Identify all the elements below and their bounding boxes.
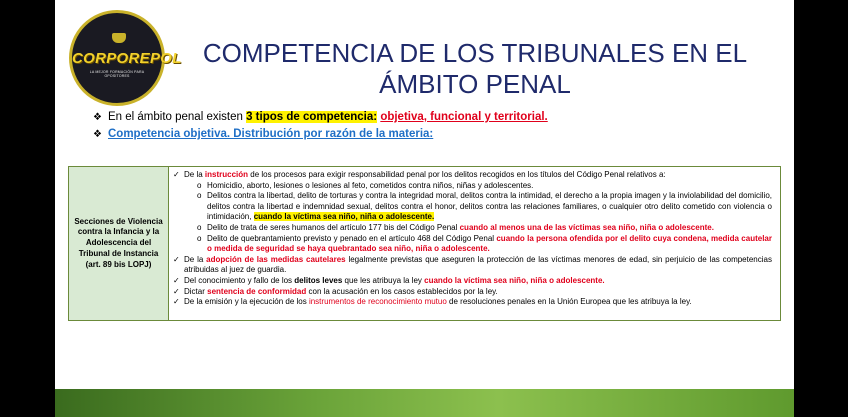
- circle-bullet-icon: o: [197, 180, 202, 190]
- slide-title: [195, 38, 755, 100]
- crest-icon: [112, 33, 126, 43]
- logo-text: CORPOREPOL: [72, 50, 182, 67]
- title-line-1: COMPETENCIA DE LOS TRIBUNALES EN EL: [202, 38, 748, 68]
- diamond-bullet-icon: ❖: [93, 129, 102, 140]
- bullet-competencias: ❖ En el ámbito penal existen 3 tipos de competencia: objetiva, funcional y territorial.: [93, 109, 548, 126]
- check-icon: ✓: [173, 275, 180, 285]
- check-icon: ✓: [173, 297, 180, 307]
- slide: [55, 0, 794, 417]
- diamond-bullet-icon: ❖: [93, 112, 102, 123]
- competencia-table: [68, 166, 781, 321]
- title-line-2: ÁMBITO PENAL: [379, 69, 571, 99]
- bullet-list: [93, 109, 548, 143]
- sub-list-item: o Delito de trata de seres humanos del artículo 177 bis del Código Penal cuando al menos una de las víctimas sea niño, niña o adolescente.: [197, 222, 714, 232]
- footer-bar: [55, 389, 794, 417]
- table-left-cell: Secciones de Violencia contra la Infancia y la Adolescencia del Tribunal de Instancia (art. 89 bis LOPJ): [69, 167, 169, 320]
- check-icon: ✓: [173, 170, 180, 179]
- list-item: ✓ De la emisión y la ejecución de los instrumentos de reconocimiento mutuo de resoluciones penales en la Unión Europea que les atribuya la ley.: [173, 297, 692, 307]
- check-icon: ✓: [173, 286, 180, 296]
- list-item: ✓ De la instrucción de los procesos para exigir responsabilidad penal por los delitos recogidos en los títulos del Código Penal relativos a:: [173, 170, 666, 179]
- check-icon: ✓: [173, 254, 180, 264]
- sub-list-item: o Delito de quebrantamiento previsto y penado en el artículo 468 del Código Penal cuando la persona ofendida por el delito cuya condena, medida cautelar o medida de seguridad se haya quebrantado sea niño, niña o adolescente.: [197, 233, 772, 254]
- sub-list-item: o Delitos contra la libertad, delito de torturas y contra la integridad moral, delitos contra la intimidad, el derecho a la propia imagen y la inviolabilidad del domicilio, delitos contra la libertad e indemnidad sexual, delitos contra el honor, delitos contra las relaciones familiares, o cualquier otro delito cometido con violencia o intimidación, cuando la víctima sea niño, niña o adolescente.: [197, 191, 772, 222]
- circle-bullet-icon: o: [197, 191, 202, 201]
- list-item: ✓ Dictar sentencia de conformidad con la acusación en los casos establecidos por la ley.: [173, 286, 498, 296]
- circle-bullet-icon: o: [197, 233, 202, 243]
- corporepol-logo: [69, 10, 182, 106]
- logo-subtitle: LA MEJOR FORMACIÓN PARA OPOSITORES: [89, 70, 145, 78]
- sub-list-item: o Homicidio, aborto, lesiones o lesiones al feto, cometidos contra niños, niñas y adolescentes.: [197, 180, 534, 190]
- list-item: ✓ De la adopción de las medidas cautelares legalmente previstas que aseguren la protección de las víctimas menores de edad, sin perjuicio de las competencias atribuidas al juez de guardia.: [173, 254, 772, 275]
- list-item: ✓ Del conocimiento y fallo de los delitos leves que les atribuya la ley cuando la víctima sea niño, niña o adolescente.: [173, 275, 605, 285]
- bullet-competencia-objetiva: ❖ Competencia objetiva. Distribución por razón de la materia:: [93, 126, 548, 143]
- table-right-cell: [169, 167, 780, 320]
- circle-bullet-icon: o: [197, 222, 202, 232]
